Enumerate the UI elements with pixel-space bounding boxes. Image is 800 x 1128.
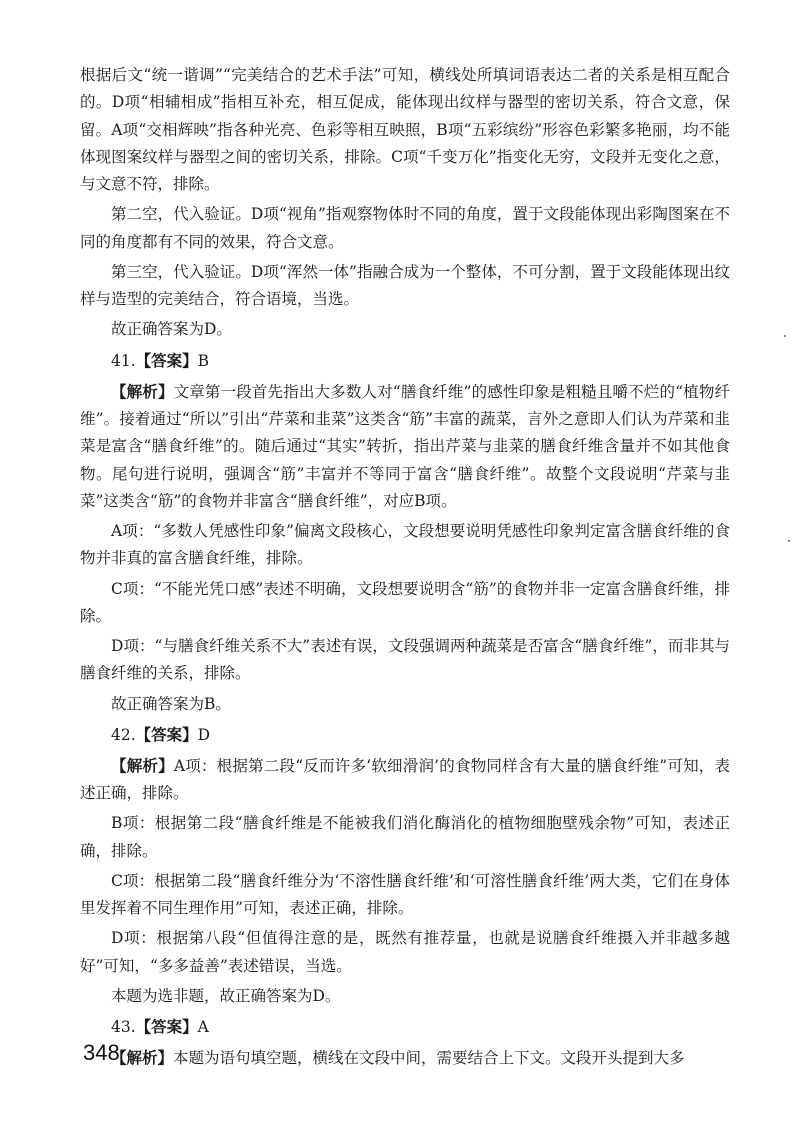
- text-segment: D项：“与膳食纤维关系不大”表述有误，文段强调两种蔬菜是否富含“膳食纤维”，而非其与膳食纤维的关系，排除。: [80, 637, 730, 683]
- text-segment: 本题为语句填空题，横线在文段中间，需要结合上下文。文段开头提到大多: [173, 1049, 685, 1068]
- scan-speck: [784, 335, 786, 337]
- paragraph: [80, 1013, 730, 1041]
- paragraph: [80, 1044, 730, 1072]
- paragraph: [80, 201, 730, 256]
- paragraph: [80, 868, 730, 923]
- paragraph: [80, 259, 730, 314]
- text-segment: 41.: [111, 351, 136, 370]
- paragraph: [80, 316, 730, 343]
- section-label: 【解析】: [111, 1048, 174, 1068]
- text-segment: 本题为选非题，故正确答案为D。: [111, 986, 341, 1005]
- paragraph: [80, 378, 730, 515]
- text-segment: C项：根据第二段“膳食纤维分为‘不溶性膳食纤维’和‘可溶性膳食纤维’两大类，它们在身体里发挥着不同生理作用”可知，表述正确，排除。: [80, 871, 730, 918]
- paragraph: [80, 721, 730, 749]
- text-segment: D: [197, 725, 211, 744]
- text-segment: C项：“不能光凭口感”表述不明确，文段想要说明含“筋”的食物并非一定富含膳食纤维，排除。: [80, 579, 730, 625]
- paragraph: [80, 62, 730, 198]
- text-segment: 根据后文“统一谐调”“完美结合的艺术手法”可知，横线处所填词语表达二者的关系是相互配合的。D项“相辅相成”指相互补充，相互促成，能体现出纹样与器型的密切关系，符合文意，保留。A项“交相辉映”指各种光亮、色彩等相互映照，B项“五彩缤纷”形容色彩繁多艳丽，均不能体现图案纹样与器型之间的密切关系，排除。C项“千变万化”指变化无穷，文段并无变化之意，与文意不符，排除。: [80, 66, 730, 194]
- paragraph: [80, 983, 730, 1010]
- text-segment: D项：根据第八段“但值得注意的是，既然有推荐量，也就是说膳食纤维摄入并非越多越好”可知，“多多益善”表述错误，当选。: [80, 929, 730, 975]
- text-segment: 故正确答案为B。: [111, 694, 231, 713]
- paragraph: [80, 576, 730, 631]
- text-segment: 第三空，代入验证。D项“浑然一体”指融合成为一个整体，不可分割，置于文段能体现出纹样与造型的完美结合，符合语境，当选。: [80, 262, 730, 309]
- section-label: 【答案】: [135, 724, 198, 744]
- text-segment: 故正确答案为D。: [111, 320, 232, 339]
- paragraph: [80, 633, 730, 688]
- scan-speck: [788, 540, 790, 542]
- text-segment: B项：根据第二段“膳食纤维是不能被我们消化酶消化的植物细胞壁残余物”可知，表述正确，排除。: [80, 814, 730, 860]
- text-segment: B: [197, 351, 210, 370]
- paragraph: [80, 691, 730, 718]
- text-segment: 43.: [111, 1018, 136, 1037]
- text-segment: A项：“多数人凭感性印象”偏离文段核心，文段想要说明凭感性印象判定富含膳食纤维的食物并非真的富含膳食纤维，排除。: [80, 522, 730, 568]
- text-segment: 第二空，代入验证。D项“视角”指观察物体时不同的角度，置于文段能体现出彩陶图案在不同的角度都有不同的效果，符合文意。: [80, 205, 730, 251]
- section-label: 【答案】: [135, 350, 198, 370]
- paragraph: [80, 347, 730, 375]
- paragraph: [80, 518, 730, 573]
- section-label: 【解析】: [111, 755, 174, 775]
- text-segment: A: [197, 1018, 209, 1037]
- text-segment: A项：根据第二段“反而许多‘软细滑润’的食物同样含有大量的膳食纤维”可知，表述正确，排除。: [80, 756, 730, 803]
- paragraph: [80, 752, 730, 808]
- page-number: 348: [83, 1040, 120, 1065]
- section-label: 【解析】: [111, 381, 174, 401]
- paragraph: [80, 925, 730, 980]
- paragraph: [80, 810, 730, 865]
- section-label: 【答案】: [135, 1017, 198, 1037]
- text-segment: 文章第一段首先指出大多数人对“膳食纤维”的感性印象是粗糙且嚼不烂的“植物纤维”。接着通过“所以”引出“芹菜和韭菜”这类含“筋”丰富的蔬菜，言外之意即人们认为芹菜和韭菜是富含“膳食纤维”的。随后通过“其实”转折，指出芹菜与韭菜的膳食纤维含量并不如其他食物。尾句进行说明，强调含“筋”丰富并不等同于富含“膳食纤维”。故整个文段说明“芹菜与韭菜”这类含“筋”的食物并非富含“膳食纤维”，对应B项。: [80, 382, 730, 510]
- text-segment: 42.: [111, 725, 136, 744]
- document-body: [80, 62, 730, 1075]
